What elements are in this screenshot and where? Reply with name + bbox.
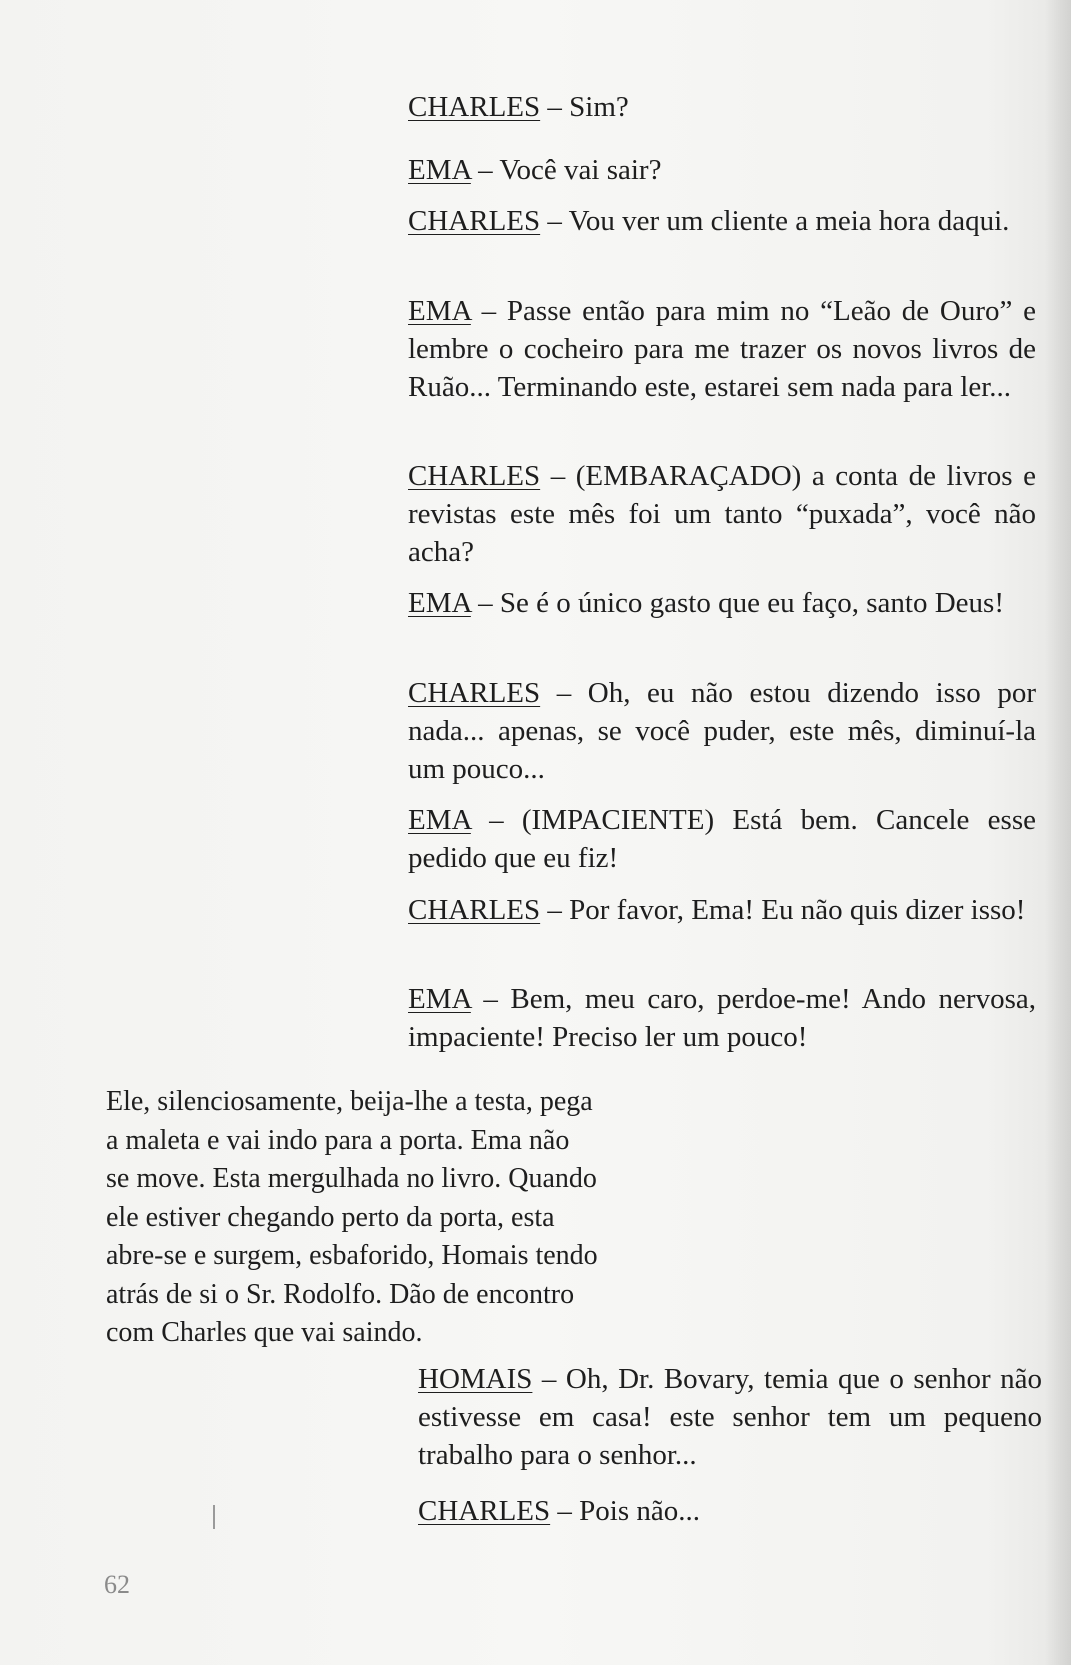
dialogue-text: – Você vai sair? — [470, 154, 662, 186]
speaker-name: CHARLES — [408, 91, 541, 123]
speaker-name: CHARLES — [408, 205, 541, 237]
dialogue-text: – Oh, eu não estou dizendo isso por nada... apenas, se você puder, este mês, diminuí-la um pouco... — [408, 677, 1036, 785]
stage-direction-line: Ele, silenciosamente, beija-lhe a testa, pega — [106, 1086, 593, 1117]
dialogue-line — [408, 202, 1036, 240]
speaker-name: EMA — [408, 983, 471, 1015]
speaker-name: CHARLES — [408, 677, 541, 709]
speaker-name: CHARLES — [408, 894, 541, 926]
stage-direction — [106, 1083, 696, 1353]
dialogue-text: – Por favor, Ema! Eu não quis dizer isso! — [540, 894, 1026, 926]
dialogue-line — [408, 674, 1036, 788]
speaker-name: CHARLES — [418, 1495, 551, 1527]
stage-direction-line: com Charles que vai saindo. — [106, 1317, 423, 1348]
dialogue-line — [418, 1360, 1042, 1474]
dialogue-line — [408, 980, 1036, 1056]
dialogue-text: – Pois não... — [550, 1495, 700, 1527]
dialogue-line — [408, 88, 1036, 126]
speaker-name: EMA — [408, 587, 471, 619]
page-edge-shadow — [1045, 0, 1071, 1665]
speaker-name: EMA — [408, 804, 471, 836]
stage-direction-line: a maleta e vai indo para a porta. Ema não — [106, 1124, 570, 1156]
dialogue-text: – Vou ver um cliente a meia hora daqui. — [540, 205, 1010, 237]
speaker-name: HOMAIS — [418, 1363, 533, 1395]
dialogue-line — [408, 584, 1036, 622]
dialogue-text: – Se é o único gasto que eu faço, santo Deus! — [470, 587, 1004, 619]
speaker-name: EMA — [408, 295, 471, 327]
stage-direction-line: abre-se e surgem, esbaforido, Homais tendo — [106, 1240, 598, 1271]
dialogue-text: – (EMBARAÇADO) a conta de livros e revistas este mês foi um tanto “puxada”, você não acha? — [408, 460, 1036, 568]
dialogue-line — [408, 891, 1036, 929]
dialogue-line — [418, 1492, 1042, 1530]
dialogue-text: – Sim? — [540, 91, 629, 123]
dialogue-text: – Oh, Dr. Bovary, temia que o senhor não estivesse em casa! este senhor tem um pequeno trabalho para o senhor... — [418, 1363, 1042, 1471]
dialogue-line — [408, 151, 1036, 189]
dialogue-line — [408, 292, 1036, 406]
speaker-name: EMA — [408, 154, 471, 186]
page-number: 62 — [104, 1570, 130, 1599]
dialogue-line — [408, 457, 1036, 571]
stage-direction-line: atrás de si o Sr. Rodolfo. Dão de encontro — [106, 1278, 575, 1310]
dialogue-text: – Bem, meu caro, perdoe-me! Ando nervosa, impaciente! Preciso ler um pouco! — [408, 983, 1036, 1053]
stage-direction-line: se move. Esta mergulhada no livro. Quando — [106, 1163, 597, 1194]
dialogue-text: – (IMPACIENTE) Está bem. Cancele esse pedido que eu fiz! — [408, 804, 1036, 874]
stage-direction-line: ele estiver chegando perto da porta, esta — [106, 1201, 555, 1233]
dialogue-text: – Passe então para mim no “Leão de Ouro” e lembre o cocheiro para me trazer os novos livros de Ruão... Terminando este, estarei sem nada para ler... — [408, 295, 1036, 403]
dialogue-line — [408, 801, 1036, 877]
speaker-name: CHARLES — [408, 460, 541, 492]
scan-mark — [213, 1505, 215, 1529]
